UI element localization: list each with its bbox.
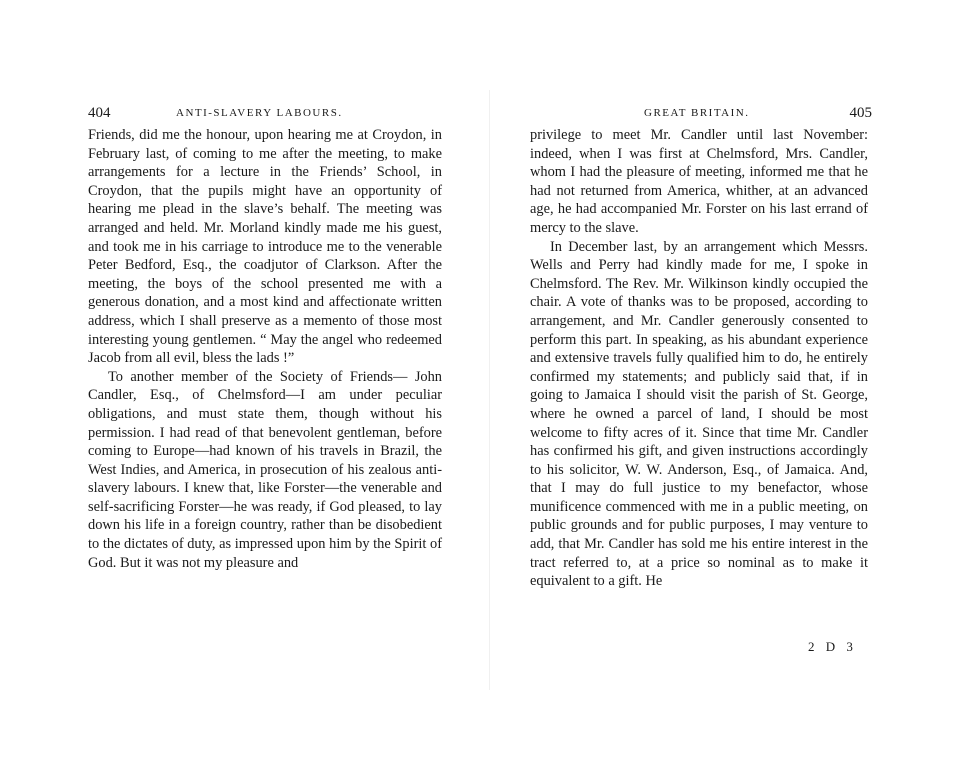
right-running-title: GREAT BRITAIN.: [644, 107, 750, 119]
right-paragraph-1: privilege to meet Mr. Candler until last November: indeed, when I was first at Chelmsford, Mrs. Candler, whom I had the pleasure of meeting, informed me that he had not returned from America, whither, at an advanced age, he had accompanied Mr. Forster on his last errand of mercy to the slave.: [530, 127, 868, 236]
left-page-number: 404: [88, 105, 111, 121]
right-page-body: [530, 126, 868, 591]
right-page: [490, 0, 980, 760]
right-page-header: [532, 104, 880, 122]
left-page-header: [88, 104, 440, 122]
left-paragraph-1: Friends, did me the honour, upon hearing me at Croydon, in February last, of coming to me after the meeting, to make arrangements for a lecture in the Friends’ School, in Croydon, that the pupils might have an opportunity of hearing me plead in the slave’s behalf. The meeting was arranged and held. Mr. Morland kindly made me his guest, and took me in his carriage to introduce me to the venerable Peter Bedford, Esq., the coadjutor of Clarkson. After the meeting, the boys of the school presented me with a generous donation, and a most kind and affectionate written address, which I shall preserve as a memento of those most interesting young gentlemen. “ May the angel who redeemed Jacob from all evil, bless the lads !”: [88, 127, 442, 367]
signature-mark: 2 D 3: [808, 639, 857, 654]
left-paragraph-2: To another member of the Society of Friends— John Candler, Esq., of Chelmsford—I am under peculiar obligations, and must state them, though without his permission. I had read of that benevolent gentleman, before coming to Europe—had known of his travels in Brazil, the West Indies, and America, in prosecution of his zealous anti-slavery labours. I knew that, like Forster—the venerable and self-sacrificing Forster—he was ready, if God pleased, to lay down his life in a foreign country, rather than be disobedient to the dictates of duty, as impressed upon him by the Spirit of God. But it was not my pleasure and: [88, 368, 442, 571]
right-page-number: 405: [849, 105, 872, 121]
left-page-body: [88, 126, 442, 572]
left-running-title: ANTI-SLAVERY LABOURS.: [176, 107, 343, 119]
right-paragraph-2: In December last, by an arrangement which Messrs. Wells and Perry had kindly made for me, I spoke in Chelmsford. The Rev. Mr. Wilkinson kindly occupied the chair. A vote of thanks was to be proposed, according to arrangement, and Mr. Candler generously consented to perform this part. In speaking, as his abundant experience and extensive travels fully qualified him to do, he entirely confirmed my statements; and publicly said that, if in going to Jamaica I should visit the parish of St. George, where he owned a parcel of land, I should be most welcome to fifty acres of it. Since that time Mr. Candler has confirmed his gift, and given instructions accordingly to his solicitor, W. W. Anderson, Esq., of Jamaica. And, that I may do full justice to my benefactor, whose munificence commenced with me in a public meeting, on public grounds and for public purposes, I may venture to add, that Mr. Candler has sold me his entire interest in the tract referred to, at a price so nominal as to make it equivalent to a gift. He: [530, 238, 868, 590]
